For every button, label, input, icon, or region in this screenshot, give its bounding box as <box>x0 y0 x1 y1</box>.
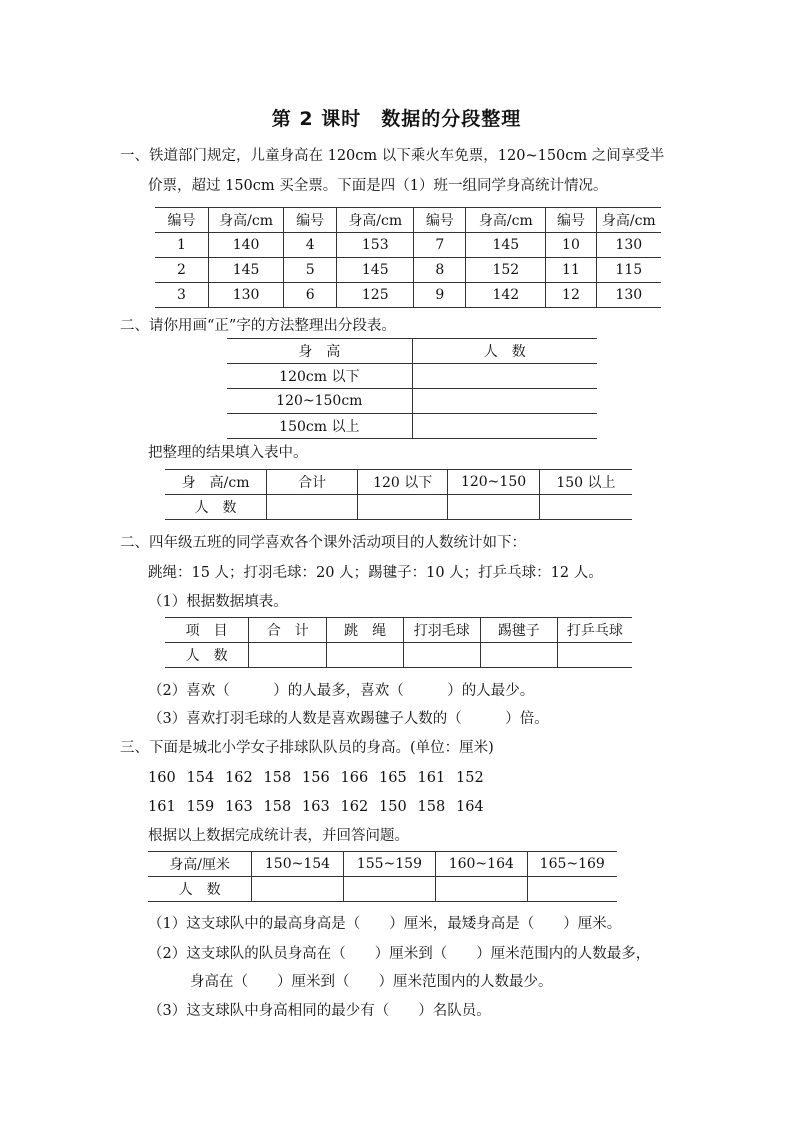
height-value: 162 <box>340 799 369 815</box>
cell: 142 <box>466 283 546 308</box>
cell: 153 <box>337 233 414 258</box>
height-value: 161 <box>417 770 446 786</box>
blank-cell[interactable] <box>249 643 327 668</box>
q3-line1: 二、四年级五班的同学喜欢各个课外活动项目的人数统计如下： <box>120 535 526 551</box>
cell: 130 <box>209 283 284 308</box>
height-value: 164 <box>456 799 484 815</box>
cell: 2 <box>155 258 209 283</box>
q2-line1: 二、请你用画“正”字的方法整理出分段表。 <box>120 318 396 334</box>
blank-cell[interactable] <box>527 877 617 902</box>
q3-sub1: （1）根据数据填表。 <box>148 594 288 610</box>
height-value: 152 <box>456 770 484 786</box>
q3-sub2: （2）喜欢（ ）的人最多，喜欢（ ）的人最少。 <box>148 683 535 699</box>
th: 编号 <box>155 208 209 233</box>
blank-cell[interactable] <box>480 643 557 668</box>
th: 身 高 <box>227 339 412 364</box>
cell: 145 <box>209 258 284 283</box>
cell: 5 <box>284 258 337 283</box>
blank-cell[interactable] <box>252 877 343 902</box>
cell: 152 <box>466 258 546 283</box>
cell: 人 数 <box>165 643 249 668</box>
th: 身高/厘米 <box>148 852 252 877</box>
height-value: 166 <box>340 770 369 786</box>
th: 编号 <box>414 208 466 233</box>
cell: 6 <box>284 283 337 308</box>
blank-cell[interactable] <box>448 495 540 520</box>
q4-sub2b: 身高在（ ）厘米到（ ）厘米范围内的人数最少。 <box>190 974 553 990</box>
height-value: 161 <box>148 799 176 815</box>
cell: 150cm 以上 <box>227 414 412 439</box>
table-row <box>148 877 617 902</box>
height-value: 163 <box>225 799 253 815</box>
cell: 7 <box>414 233 466 258</box>
height-value: 154 <box>186 770 215 786</box>
tally-blank[interactable] <box>412 414 597 439</box>
heights-row-2 <box>148 797 495 817</box>
height-value: 158 <box>263 770 292 786</box>
q1-line1: 一、铁道部门规定，儿童身高在 120cm 以下乘火车免票，120~150cm 之间享受半 <box>120 148 665 164</box>
cell: 145 <box>337 258 414 283</box>
cell: 130 <box>596 233 661 258</box>
blank-cell[interactable] <box>267 495 358 520</box>
height-value: 165 <box>379 770 407 786</box>
table-row <box>165 495 632 520</box>
th: 身高/cm <box>466 208 546 233</box>
table-row <box>227 414 597 439</box>
th: 打乒乓球 <box>557 618 632 643</box>
result-table <box>165 469 632 520</box>
page-title: 第 2 课时 数据的分段整理 <box>271 108 522 130</box>
blank-cell[interactable] <box>343 877 435 902</box>
cell: 145 <box>466 233 546 258</box>
th: 踢毽子 <box>480 618 557 643</box>
height-value: 163 <box>302 799 330 815</box>
blank-cell[interactable] <box>436 877 527 902</box>
cell: 9 <box>414 283 466 308</box>
th: 编号 <box>546 208 596 233</box>
q1-line2: 价票，超过 150cm 买全票。下面是四（1）班一组同学身高统计情况。 <box>148 178 608 194</box>
th: 165~169 <box>527 852 617 877</box>
height-value: 160 <box>148 770 176 786</box>
q3-line2: 跳绳：15 人；打羽毛球：20 人；踢毽子：10 人；打乒乓球：12 人。 <box>148 565 603 581</box>
table-row <box>155 258 661 283</box>
height-value: 158 <box>263 799 292 815</box>
cell: 4 <box>284 233 337 258</box>
volleyball-table <box>148 851 617 902</box>
q4-line2: 根据以上数据完成统计表，并回答问题。 <box>148 828 409 844</box>
table-row <box>227 389 597 414</box>
heights-row-1 <box>148 768 495 788</box>
cell: 130 <box>596 283 661 308</box>
q4-line1: 三、下面是城北小学女子排球队队员的身高。(单位：厘米) <box>120 740 494 756</box>
th: 身 高/cm <box>165 470 267 495</box>
cell: 3 <box>155 283 209 308</box>
th: 150 以上 <box>539 470 632 495</box>
cell: 12 <box>546 283 596 308</box>
th: 身高/cm <box>596 208 661 233</box>
th: 身高/cm <box>337 208 414 233</box>
activity-table <box>165 617 632 668</box>
blank-cell[interactable] <box>557 643 632 668</box>
th: 155~159 <box>343 852 435 877</box>
q4-sub3: （3）这支球队中身高相同的最少有（ ）名队员。 <box>148 1003 491 1019</box>
tally-table <box>227 338 597 439</box>
cell: 115 <box>596 258 661 283</box>
cell: 1 <box>155 233 209 258</box>
q3-sub3: （3）喜欢打羽毛球的人数是喜欢踢毽子人数的（ ）倍。 <box>148 711 549 727</box>
height-value: 159 <box>186 799 215 815</box>
height-value: 162 <box>225 770 253 786</box>
height-record-table <box>155 207 661 308</box>
blank-cell[interactable] <box>403 643 480 668</box>
table-row <box>155 283 661 308</box>
table-row <box>165 643 632 668</box>
tally-blank[interactable] <box>412 389 597 414</box>
tally-blank[interactable] <box>412 364 597 389</box>
th: 跳 绳 <box>327 618 403 643</box>
table-row <box>227 364 597 389</box>
cell: 8 <box>414 258 466 283</box>
th: 项 目 <box>165 618 249 643</box>
th: 编号 <box>284 208 337 233</box>
th: 身高/cm <box>209 208 284 233</box>
cell: 140 <box>209 233 284 258</box>
th: 合 计 <box>249 618 327 643</box>
th: 120 以下 <box>358 470 448 495</box>
th: 160~164 <box>436 852 527 877</box>
cell: 125 <box>337 283 414 308</box>
height-value: 156 <box>302 770 330 786</box>
th: 合计 <box>267 470 358 495</box>
height-value: 158 <box>417 799 446 815</box>
blank-cell[interactable] <box>539 495 632 520</box>
th: 120~150 <box>448 470 540 495</box>
th: 人 数 <box>412 339 597 364</box>
blank-cell[interactable] <box>358 495 448 520</box>
cell: 人 数 <box>165 495 267 520</box>
cell: 11 <box>546 258 596 283</box>
blank-cell[interactable] <box>327 643 403 668</box>
q4-sub2a: （2）这支球队的队员身高在（ ）厘米到（ ）厘米范围内的人数最多， <box>148 946 651 962</box>
cell: 10 <box>546 233 596 258</box>
q2-line2: 把整理的结果填入表中。 <box>148 445 308 461</box>
th: 打羽毛球 <box>403 618 480 643</box>
table-row <box>155 233 661 258</box>
th: 150~154 <box>252 852 343 877</box>
q4-sub1: （1）这支球队中的最高身高是（ ）厘米，最矮身高是（ ）厘米。 <box>148 916 622 932</box>
cell: 人 数 <box>148 877 252 902</box>
cell: 120~150cm <box>227 389 412 414</box>
height-value: 150 <box>379 799 407 815</box>
cell: 120cm 以下 <box>227 364 412 389</box>
